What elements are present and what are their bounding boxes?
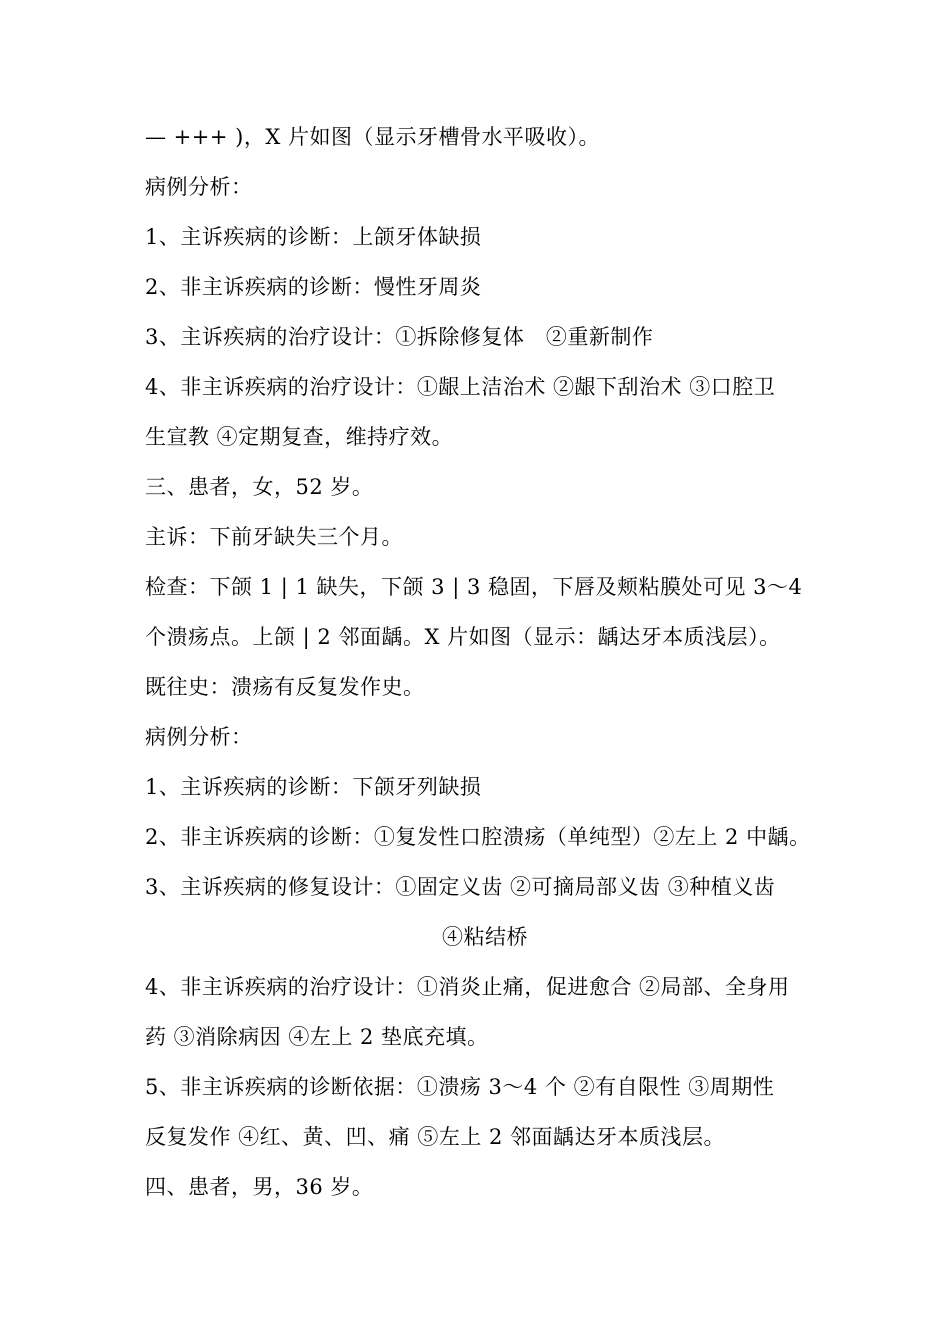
case-heading: 四、患者，男，36 岁。 [145, 1175, 374, 1199]
case-heading: 三、患者，女，52 岁。 [145, 475, 374, 499]
text-line: 个溃疡点。上颌 | 2 邻面龋。X 片如图（显示：龋达牙本质浅层）。 [145, 625, 781, 649]
text-line: 1、主诉疾病的诊断：下颌牙列缺损 [145, 775, 482, 799]
text-line: 3、主诉疾病的治疗设计：①拆除修复体 ②重新制作 [145, 325, 654, 349]
text-line: 5、非主诉疾病的诊断依据：①溃疡 3～4 个 ②有自限性 ③周期性 [145, 1075, 775, 1099]
text-line-centered: ④粘结桥 [442, 925, 528, 949]
document-body [145, 112, 825, 1212]
text-line-continuation: — +++ )，X 片如图（显示牙槽骨水平吸收）。 [145, 125, 600, 149]
past-history: 既往史：溃疡有反复发作史。 [145, 675, 425, 699]
text-line: 生宣教 ④定期复查，维持疗效。 [145, 425, 454, 449]
text-line: 4、非主诉疾病的治疗设计：①龈上洁治术 ②龈下刮治术 ③口腔卫 [145, 375, 776, 399]
section-heading-case-analysis: 病例分析： [145, 175, 253, 199]
text-line: 3、主诉疾病的修复设计：①固定义齿 ②可摘局部义齿 ③种植义齿 [145, 875, 776, 899]
text-line: 4、非主诉疾病的治疗设计：①消炎止痛，促进愈合 ②局部、全身用 [145, 975, 790, 999]
text-line: 2、非主诉疾病的诊断：①复发性口腔溃疡（单纯型）②左上 2 中龋。 [145, 825, 811, 849]
section-heading-case-analysis: 病例分析： [145, 725, 253, 749]
chief-complaint: 主诉：下前牙缺失三个月。 [145, 525, 403, 549]
text-line: 2、非主诉疾病的诊断：慢性牙周炎 [145, 275, 482, 299]
text-line: 反复发作 ④红、黄、凹、痛 ⑤左上 2 邻面龋达牙本质浅层。 [145, 1125, 726, 1149]
examination: 检查：下颌 1 | 1 缺失，下颌 3 | 3 稳固，下唇及颊粘膜处可见 3～4 [145, 575, 803, 599]
text-line: 药 ③消除病因 ④左上 2 垫底充填。 [145, 1025, 489, 1049]
text-line: 1、主诉疾病的诊断：上颌牙体缺损 [145, 225, 482, 249]
